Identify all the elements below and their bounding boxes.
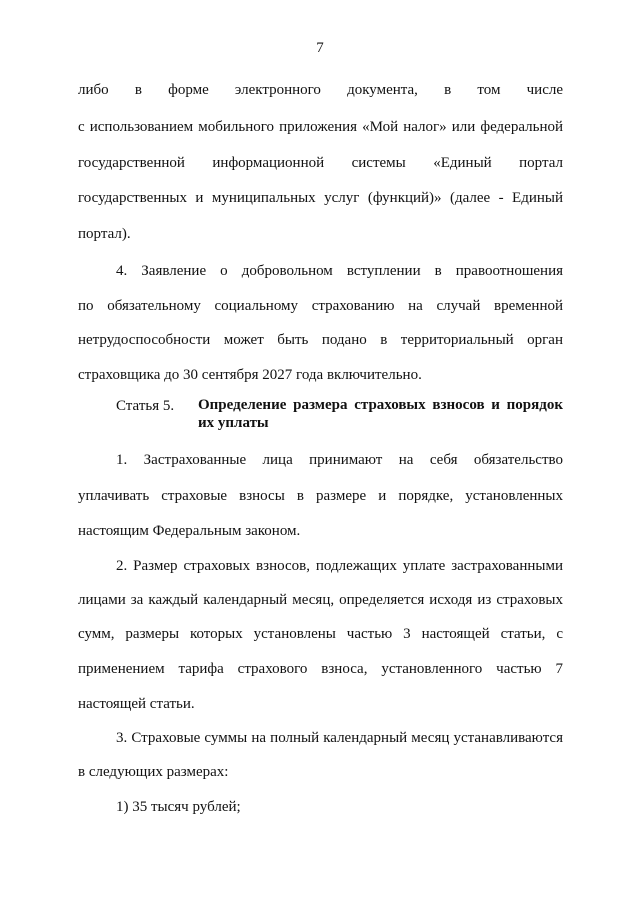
article-label: Статья 5.: [116, 398, 175, 414]
article-title: [198, 396, 563, 432]
text-line: применением тарифа страхового взноса, установленного частью 7: [78, 661, 563, 677]
article-title-line: Определение размера страховых взносов и порядок: [198, 397, 563, 413]
text-line: государственной информационной системы «Единый портал: [78, 155, 563, 171]
text-line: лицами за каждый календарный месяц, определяется исходя из страховых: [78, 592, 563, 608]
article-title-line: их уплаты: [198, 415, 269, 431]
text-line: настоящей статьи.: [78, 696, 195, 712]
page-number: 7: [316, 40, 324, 56]
text-line: 4. Заявление о добровольном вступлении в правоотношения: [116, 263, 563, 279]
text-line: уплачивать страховые взносы в размере и порядке, установленных: [78, 488, 563, 504]
text-line: 3. Страховые суммы на полный календарный месяц устанавливаются: [116, 730, 563, 746]
text-line: 2. Размер страховых взносов, подлежащих уплате застрахованными: [116, 558, 563, 574]
text-line: страховщика до 30 сентября 2027 года включительно.: [78, 367, 422, 383]
text-line: с использованием мобильного приложения «Мой налог» или федеральной: [78, 119, 563, 135]
text-line: по обязательному социальному страхованию на случай временной: [78, 298, 563, 314]
text-line: портал).: [78, 226, 131, 242]
text-line: сумм, размеры которых установлены частью 3 настоящей статьи, с: [78, 626, 563, 642]
text-line: нетрудоспособности может быть подано в территориальный орган: [78, 332, 563, 348]
text-line: в следующих размерах:: [78, 764, 229, 780]
text-line: 1. Застрахованные лица принимают на себя обязательство: [116, 452, 563, 468]
text-line: 1) 35 тысяч рублей;: [116, 799, 241, 815]
text-line: настоящим Федеральным законом.: [78, 523, 301, 539]
text-line: либо в форме электронного документа, в том числе: [78, 82, 563, 98]
text-line: государственных и муниципальных услуг (функций)» (далее - Единый: [78, 190, 563, 206]
